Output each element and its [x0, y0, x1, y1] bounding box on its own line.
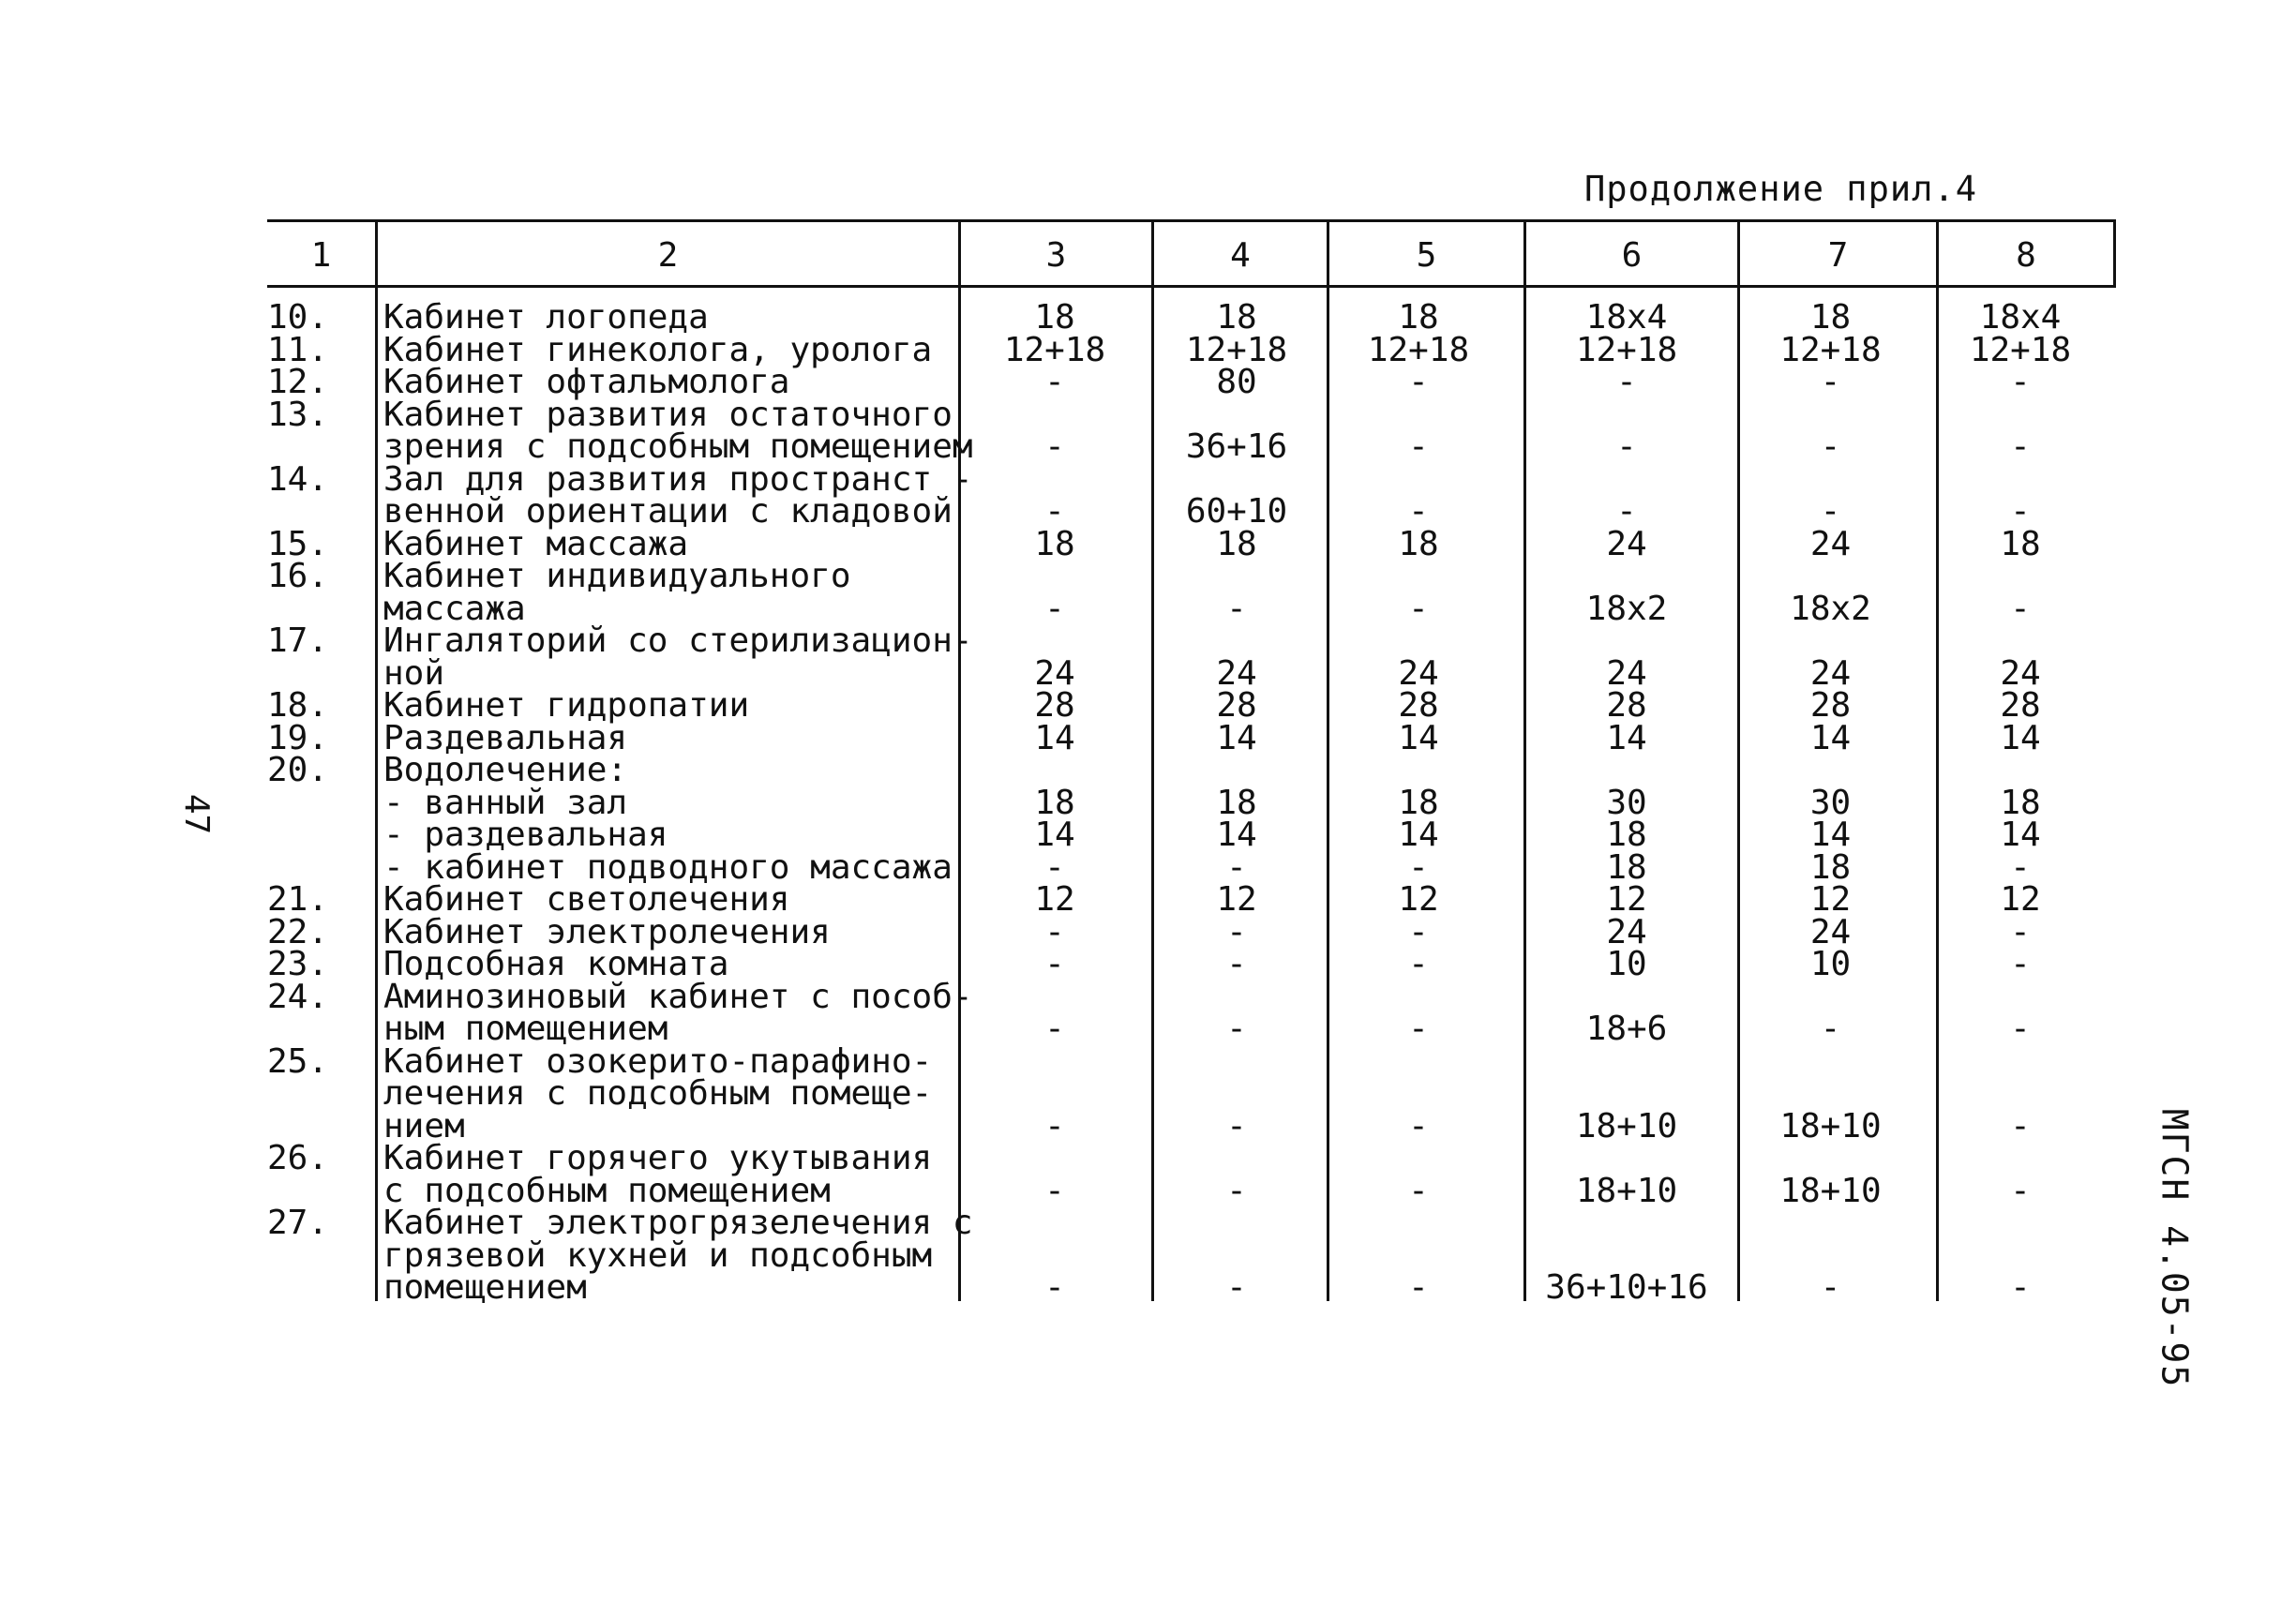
row-number: 10.: [267, 298, 329, 337]
area-value-col-4: 12+18: [1185, 330, 1288, 369]
area-value-col-4: -: [1226, 1171, 1247, 1210]
table-row: [267, 880, 2116, 919]
room-name-line: - раздевальная: [383, 816, 668, 854]
area-value-col-8: 18: [2000, 524, 2041, 563]
area-value-col-4: 14: [1216, 816, 1257, 854]
room-name: [383, 977, 973, 1048]
area-value-col-3: -: [1044, 945, 1065, 983]
area-value-col-6: 36+10+16: [1545, 1268, 1708, 1307]
room-name-line: Водолечение:: [383, 751, 628, 789]
area-value-col-4: -: [1226, 1106, 1247, 1145]
room-name: [383, 395, 973, 466]
area-value-col-6: 18+6: [1585, 1010, 1668, 1048]
area-value-col-3: 14: [1034, 718, 1075, 757]
area-value-col-4: -: [1226, 1010, 1247, 1048]
room-name-line: нием: [383, 1106, 465, 1145]
area-value-col-5: 18: [1398, 524, 1439, 563]
area-value-col-3: 18: [1034, 524, 1075, 563]
area-value-col-8: -: [2010, 363, 2031, 401]
room-name-line: Кабинет гидропатии: [383, 686, 750, 725]
area-value-col-5: 18: [1398, 298, 1439, 337]
room-name-line: - кабинет подводного массажа: [383, 847, 953, 887]
area-value-col-4: -: [1226, 847, 1247, 887]
area-value-col-5: 28: [1398, 686, 1439, 725]
header-col-5: 5: [1416, 236, 1437, 275]
area-value-col-5: 12: [1398, 880, 1439, 919]
area-value-col-5: -: [1408, 912, 1429, 951]
area-value-col-4: 18: [1216, 783, 1257, 822]
area-value-col-3: 12+18: [1003, 330, 1106, 369]
room-name: [383, 459, 973, 531]
table-row: [267, 912, 2116, 951]
room-name: [383, 621, 973, 693]
row-number: 13.: [267, 395, 329, 434]
area-value-col-7: -: [1820, 492, 1841, 531]
document-code: МГСН 4.05-95: [2153, 1108, 2196, 1389]
room-name-line: - ванный зал: [383, 783, 628, 822]
area-value-col-6: 18x2: [1585, 589, 1668, 628]
area-value-col-7: -: [1820, 427, 1841, 466]
room-name: [383, 1041, 955, 1145]
area-value-col-6: 14: [1606, 718, 1647, 757]
table-row: [267, 459, 2116, 531]
area-value-col-3: -: [1044, 1268, 1065, 1307]
area-value-col-6: 28: [1606, 686, 1647, 725]
area-value-col-7: 24: [1809, 912, 1852, 951]
table-row: [267, 524, 2116, 563]
area-value-col-7: 18: [1809, 847, 1852, 887]
room-name: [383, 557, 955, 628]
room-name-line: Кабинет индивидуального: [383, 557, 851, 595]
room-name: [383, 751, 955, 789]
room-name-line: Раздевальная: [383, 718, 628, 757]
header-col-1: 1: [310, 236, 332, 275]
area-value-col-3: -: [1044, 847, 1065, 887]
room-name-line: венной ориентации с кладовой: [383, 492, 953, 531]
table-row: [267, 977, 2116, 1048]
table-row: [267, 1041, 2116, 1145]
area-value-col-7: 18x2: [1790, 589, 1871, 628]
area-value-col-7: 30: [1809, 783, 1852, 822]
area-value-col-4: 60+10: [1185, 492, 1288, 531]
table-top-rule: [267, 219, 2116, 222]
table-header-rule: [267, 285, 2116, 288]
row-number: 22.: [267, 912, 329, 951]
area-value-col-7: 24: [1809, 653, 1852, 693]
area-value-col-5: 14: [1398, 718, 1439, 757]
area-value-col-5: -: [1408, 589, 1429, 628]
table-row: [267, 718, 2116, 757]
area-value-col-8: -: [2010, 912, 2031, 951]
table-row: [267, 298, 2116, 337]
room-name-line: ным помещением: [383, 1010, 668, 1048]
header-col-4: 4: [1230, 236, 1251, 275]
area-value-col-4: 18: [1216, 524, 1257, 563]
area-value-col-8: -: [2010, 1010, 2031, 1048]
area-value-col-7: 14: [1809, 816, 1852, 854]
area-value-col-3: 18: [1034, 783, 1075, 822]
area-value-col-4: 36+16: [1185, 427, 1288, 466]
row-number: 17.: [267, 621, 329, 660]
row-number: 16.: [267, 557, 329, 595]
header-col-8: 8: [2016, 236, 2036, 275]
table-row: [267, 363, 2116, 401]
area-value-col-4: -: [1226, 945, 1247, 983]
area-value-col-6: 24: [1606, 653, 1647, 693]
area-value-col-5: -: [1408, 363, 1429, 401]
area-value-col-5: 24: [1398, 653, 1439, 693]
area-value-col-5: -: [1408, 427, 1429, 466]
room-name: [383, 945, 955, 983]
room-name: [383, 816, 955, 854]
row-number: 27.: [267, 1204, 329, 1242]
table-row: [267, 1139, 2116, 1210]
room-name-line: Аминозиновый кабинет с пособ-: [383, 977, 973, 1016]
row-number: 15.: [267, 524, 329, 563]
area-value-col-6: 24: [1606, 912, 1647, 951]
row-number: 19.: [267, 718, 329, 757]
area-value-col-8: 18: [2000, 783, 2041, 822]
area-value-col-7: -: [1820, 1268, 1841, 1307]
room-name-line: с подсобным помещением: [383, 1171, 831, 1210]
area-value-col-8: 14: [2000, 816, 2041, 854]
area-value-col-7: 18+10: [1779, 1171, 1882, 1210]
area-value-col-6: 12: [1606, 880, 1647, 919]
area-value-col-4: -: [1226, 1268, 1247, 1307]
room-name: [383, 847, 955, 887]
row-number: 18.: [267, 686, 329, 725]
area-value-col-8: -: [2010, 945, 2031, 983]
area-value-col-5: -: [1408, 1010, 1429, 1048]
area-value-col-4: 80: [1216, 363, 1257, 401]
area-value-col-3: -: [1044, 589, 1065, 628]
table-row: [267, 847, 2116, 887]
area-value-col-4: 18: [1216, 298, 1257, 337]
row-number: 20.: [267, 751, 329, 789]
room-name: [383, 330, 955, 369]
area-value-col-5: 12+18: [1367, 330, 1470, 369]
room-name: [383, 686, 955, 725]
room-name-line: Кабинет озокерито-парафино-: [383, 1041, 933, 1081]
room-name-line: Кабинет электрогрязелечения с: [383, 1204, 973, 1242]
area-value-col-8: 14: [2000, 718, 2041, 757]
area-value-col-8: -: [2010, 1106, 2031, 1145]
area-value-col-5: -: [1408, 945, 1429, 983]
area-value-col-5: -: [1408, 1268, 1429, 1307]
area-value-col-4: -: [1226, 912, 1247, 951]
room-name-line: Кабинет горячего укутывания: [383, 1139, 933, 1177]
room-name-line: грязевой кухней и подсобным: [383, 1235, 933, 1275]
area-value-col-8: -: [2010, 1171, 2031, 1210]
header-col-7: 7: [1827, 236, 1849, 275]
row-number: 26.: [267, 1139, 329, 1177]
area-value-col-7: 28: [1809, 686, 1852, 725]
table-row: [267, 621, 2116, 693]
area-value-col-4: 14: [1216, 718, 1257, 757]
area-value-col-6: 10: [1606, 945, 1647, 983]
area-value-col-8: -: [2010, 589, 2031, 628]
area-value-col-6: 18+10: [1575, 1171, 1678, 1210]
room-name-line: ной: [383, 653, 445, 693]
area-value-col-3: 18: [1034, 298, 1075, 337]
room-name: [383, 524, 955, 563]
table-row: [267, 945, 2116, 983]
area-value-col-8: 28: [2000, 686, 2041, 725]
page-number: 47: [177, 793, 217, 835]
room-name-line: Зал для развития пространст -: [383, 459, 973, 499]
area-value-col-4: 12: [1216, 880, 1257, 919]
area-value-col-8: -: [2010, 1268, 2031, 1307]
area-value-col-8: -: [2010, 427, 2031, 466]
area-value-col-6: 18+10: [1575, 1106, 1678, 1145]
room-name: [383, 880, 955, 919]
area-value-col-6: 18x4: [1585, 298, 1668, 337]
area-value-col-7: 10: [1809, 945, 1852, 983]
area-value-col-6: -: [1616, 363, 1637, 401]
room-name-line: массажа: [383, 589, 526, 628]
col-divider-8: [2113, 219, 2116, 287]
premises-table: [267, 219, 2116, 1307]
area-value-col-7: -: [1820, 1010, 1841, 1048]
area-value-col-4: 28: [1216, 686, 1257, 725]
room-name-line: лечения с подсобным помеще-: [383, 1074, 933, 1113]
area-value-col-3: -: [1044, 912, 1065, 951]
area-value-col-3: 28: [1034, 686, 1075, 725]
area-value-col-5: -: [1408, 492, 1429, 531]
table-row: [267, 816, 2116, 854]
row-number: 21.: [267, 880, 329, 919]
area-value-col-7: 12: [1809, 880, 1852, 919]
table-row: [267, 557, 2116, 628]
area-value-col-5: -: [1408, 847, 1429, 887]
room-name: [383, 363, 955, 401]
area-value-col-3: -: [1044, 427, 1065, 466]
row-number: 24.: [267, 977, 329, 1016]
table-row: [267, 686, 2116, 725]
row-number: 25.: [267, 1041, 329, 1081]
area-value-col-3: -: [1044, 1106, 1065, 1145]
area-value-col-8: 12: [2000, 880, 2041, 919]
area-value-col-5: -: [1408, 1171, 1429, 1210]
room-name: [383, 1139, 955, 1210]
table-row: [267, 783, 2116, 822]
area-value-col-3: -: [1044, 492, 1065, 531]
area-value-col-6: 24: [1606, 524, 1647, 563]
header-col-2: 2: [657, 236, 679, 275]
continuation-caption: Продолжение прил.4: [1584, 169, 1977, 209]
area-value-col-8: -: [2010, 847, 2031, 887]
room-name-line: Кабинет гинеколога, уролога: [383, 330, 933, 369]
table-row: [267, 330, 2116, 369]
room-name-line: зрения с подсобным помещением: [383, 427, 973, 466]
room-name: [383, 298, 955, 337]
area-value-col-6: 12+18: [1575, 330, 1678, 369]
area-value-col-8: 24: [2000, 653, 2041, 693]
room-name-line: Кабинет логопеда: [383, 298, 709, 337]
area-value-col-4: 24: [1216, 653, 1257, 693]
area-value-col-6: -: [1616, 427, 1637, 466]
area-value-col-5: -: [1408, 1106, 1429, 1145]
area-value-col-6: 18: [1606, 816, 1647, 854]
row-number: 11.: [267, 330, 329, 369]
room-name: [383, 718, 955, 757]
table-row: [267, 751, 2116, 789]
room-name-line: Кабинет развития остаточного: [383, 395, 953, 434]
area-value-col-7: 24: [1809, 524, 1852, 563]
area-value-col-7: -: [1820, 363, 1841, 401]
area-value-col-8: -: [2010, 492, 2031, 531]
table-row: [267, 395, 2116, 466]
area-value-col-5: 14: [1398, 816, 1439, 854]
room-name-line: Ингаляторий со стерилизацион-: [383, 621, 973, 660]
room-name-line: Подсобная комната: [383, 945, 729, 983]
room-name: [383, 1204, 973, 1307]
area-value-col-6: 30: [1606, 783, 1647, 822]
header-col-3: 3: [1045, 236, 1067, 275]
row-number: 14.: [267, 459, 329, 499]
room-name-line: Кабинет офтальмолога: [383, 363, 790, 401]
area-value-col-7: 12+18: [1779, 330, 1882, 369]
room-name: [383, 912, 955, 951]
row-number: 12.: [267, 363, 329, 401]
area-value-col-3: 12: [1034, 880, 1075, 919]
area-value-col-3: -: [1044, 1010, 1065, 1048]
area-value-col-7: 18: [1809, 298, 1852, 337]
area-value-col-6: 18: [1606, 847, 1647, 887]
room-name: [383, 783, 955, 822]
area-value-col-3: 14: [1034, 816, 1075, 854]
area-value-col-5: 18: [1398, 783, 1439, 822]
header-col-6: 6: [1621, 236, 1643, 275]
area-value-col-8: 18x4: [1979, 298, 2062, 337]
room-name-line: Кабинет светолечения: [383, 880, 790, 919]
room-name-line: Кабинет массажа: [383, 524, 689, 563]
room-name-line: помещением: [383, 1268, 587, 1307]
area-value-col-3: -: [1044, 1171, 1065, 1210]
area-value-col-4: -: [1226, 589, 1247, 628]
area-value-col-7: 18+10: [1779, 1106, 1882, 1145]
area-value-col-3: 24: [1034, 653, 1075, 693]
area-value-col-6: -: [1616, 492, 1637, 531]
room-name-line: Кабинет электролечения: [383, 912, 831, 951]
row-number: 23.: [267, 945, 329, 983]
area-value-col-3: -: [1044, 363, 1065, 401]
area-value-col-8: 12+18: [1969, 330, 2072, 369]
area-value-col-7: 14: [1809, 718, 1852, 757]
table-row: [267, 1204, 2116, 1307]
